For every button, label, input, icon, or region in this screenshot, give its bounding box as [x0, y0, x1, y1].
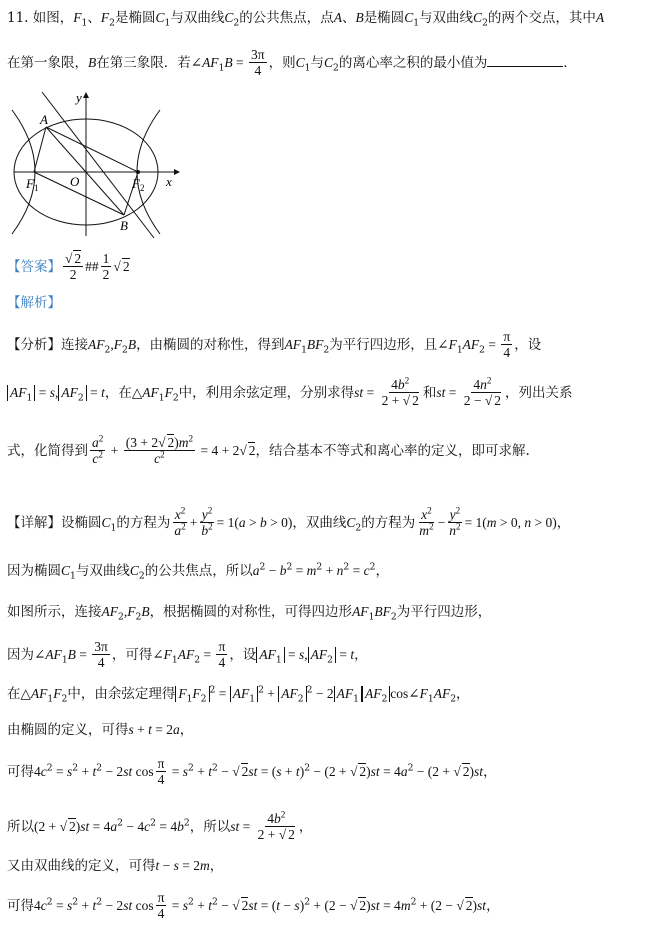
xiangjie-line-8: 所以(2 + √ $2)st = 4a^2 - 4c^2 = 4b^2$，所以st = $\frac{4b^2}{2 + √ 2}$ ， [7, 809, 313, 843]
label-f1: $F_1$ [26, 176, 39, 193]
y-axis-arrow [83, 92, 89, 98]
segment-ab [46, 127, 124, 215]
xiangjie-line-3: 如图所示，连接$AF_2,F_2B$，根据椭圆的对称性，可得四边形$AF_1BF_2$为平行四边形， [7, 604, 492, 623]
figure-svg [6, 90, 186, 240]
answer-line: 【答案】 $\frac{√ 2}{2}$ ## $\frac{1}{2}$ √ 2 [7, 251, 130, 283]
fenxi-line-2: $AF_1 = s$, $AF_2 = t$，在$\triangle AF_1F_2$中，利用余弦定理，分别求得st = $\frac{4b^2}{2 + √ 2}$ 和st = $\frac{4n^2}{2 - √ 2}$ ，列出关系 [7, 378, 573, 409]
xiangjie-line-5: 在$\triangle AF_1F_2$中，由余弦定理得 $F_1F_2^2 = AF_1^2 + AF_2^2 - 2$ $AF_1$ $AF_2$ $\cos\angle F_1AF_2$， [7, 684, 470, 705]
label-b: B [120, 218, 128, 233]
analysis-tag: 【解析】 [7, 295, 61, 311]
question-line-2: 在第一象限，B在第三象限．若$\angle AF_1B$ = $\frac{3\pi}{4}$ ，则$C_1$与$C_2$的离心率之积的最小值为 ． [7, 47, 577, 79]
point-f2 [136, 170, 140, 174]
label-y: y [76, 90, 82, 105]
label-f2: $F_2$ [132, 176, 145, 193]
fenxi-line-1: 【分析】连接$AF_2,F_2B$，由椭圆的对称性，得到$AF_1BF_2$为平行四边形，且$\angle F_1AF_2$ = $\frac{\pi}{4}$ ，设 [7, 329, 542, 361]
answer-tag: 【答案】 [7, 258, 61, 275]
label-a: A [40, 112, 48, 127]
fenxi-line-3: 式，化简得到 $\frac{a^2}{c^2}$ + $\frac{(3 + 2√ 2)m^2}{c^2}$ = 4 + 2√ 2，结合基本不等式和离心率的定义，即可求解. [7, 433, 530, 467]
label-o: O [70, 174, 80, 189]
xiangjie-line-1: 【详解】设椭圆$C_1$的方程为 $\frac{x^2}{a^2}$ + $\frac{y^2}{b^2}$ = 1(a > b > 0)，双曲线$C_2$的方程为 $\frac{x^2}{m^2}$ − $\frac{y^2}{n^2}$ = 1(m > 0, n > 0)， [7, 505, 571, 539]
xiangjie-line-9: 又由双曲线的定义，可得t − s = 2m， [7, 858, 224, 874]
xiangjie-line-10: 可得$4c^2 = s^2 + t^2 - 2st$ cos $\frac{\pi}{4}$ = $s^2 + t^2$ − √ $2st = (t - s)^2 + (2$ − √ $2)st = 4m^2 + (2$ − √ 2)st， [7, 890, 500, 922]
x-axis-arrow [174, 169, 180, 175]
fraction-3pi-4: $\frac{3\pi}{4}$ [251, 47, 265, 79]
xiangjie-line-4: 因为$\angle AF_1B$ = $\frac{3\pi}{4}$ ，可得$\angle F_1AF_2$ = $\frac{\pi}{4}$ ，设 $AF_1 = s$, $AF_2 = t$， [7, 639, 368, 671]
ellipse-hyperbola-figure [6, 90, 186, 244]
segment-af2 [46, 127, 138, 172]
answer-blank [487, 56, 563, 67]
xiangjie-line-2: 因为椭圆$C_1$与双曲线$C_2$的公共焦点，所以$a^2 - b^2 = m^2 + n^2 = c^2$， [7, 561, 389, 582]
xiangjie-line-6: 由椭圆的定义，可得s + t = 2a， [7, 722, 194, 738]
xiangjie-line-7: 可得$4c^2 = s^2 + t^2 - 2st$ cos $\frac{\pi}{4}$ = $s^2 + t^2$ − √ $2st = (s + t)^2 - (2$ + √ $2)st = 4a^2 - (2$ + √ 2)st， [7, 756, 497, 788]
label-x: x [166, 174, 172, 189]
question-line-1: 11. 如图，$F_1$、$F_2$是椭圆$C_1$与双曲线$C_2$的公共焦点，点A、B是椭圆$C_1$与双曲线$C_2$的两个交点，其中A [7, 10, 605, 29]
